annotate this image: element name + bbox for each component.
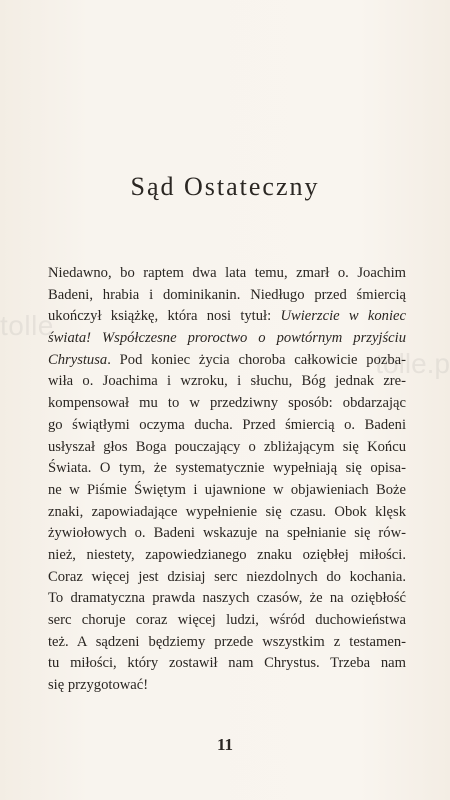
text-line: nież, niestety, zapowiedzianego znaku oziębłej miłości.	[48, 546, 406, 563]
text-line: też. A sądzeni będziemy przede wszystkim z testamen-	[48, 633, 406, 650]
text-line-last: się przygotować!	[48, 677, 149, 694]
book-title-italic: Uwierzcie w koniec	[280, 308, 406, 325]
text-line: Badeni, hrabia i dominikanin. Niedługo przed śmiercią	[48, 286, 406, 303]
text-line: znaki, zapowiadające wypełnienie się czasu. Obok klęsk	[48, 503, 406, 520]
text-line: tu miłości, który zostawił nam Chrystus. Trzeba nam	[48, 655, 406, 672]
page-number: 11	[216, 735, 234, 754]
text-line: serc choruje coraz więcej ludzi, wśród duchowieństwa	[48, 612, 406, 628]
watermark-logo-right: tolle.p	[375, 348, 450, 379]
text-line: żywiołowych o. Badeni wskazuje na spełnianie się rów-	[48, 525, 406, 542]
text-span: . Pod koniec życia choroba całkowicie pozba-	[107, 351, 406, 368]
text-line: go świątłymi oczyma ducha. Przed śmiercią o. Badeni	[48, 416, 406, 433]
text-line: To dramatyczna prawda naszych czasów, że na oziębłość	[48, 590, 406, 607]
body-text	[48, 263, 406, 697]
text-line: Coraz więcej jest dzisiaj serc niezdolnych do kochania.	[48, 568, 406, 585]
text-line: usłyszał głos Boga pouczający o zbliżającym się Końcu	[48, 438, 406, 455]
text-line: ne w Piśmie Świętym i ujawnione w objawieniach Boże	[48, 481, 406, 498]
text-line: kompensował mu to w przedziwny sposób: obdarzając	[48, 395, 406, 412]
text-line: Niedawno, bo raptem dwa lata temu, zmarł o. Joachim	[48, 265, 406, 281]
book-title-italic: świata! Współczesne proroctwo o powtórnym przyjściu	[48, 330, 406, 347]
chapter-title: Sąd Ostateczny	[130, 172, 320, 201]
text-line	[48, 350, 406, 372]
text-line	[48, 328, 406, 350]
book-title-italic: Chrystusa	[48, 351, 108, 368]
text-span: ukończył książkę, która nosi tytuł:	[48, 308, 281, 325]
text-line: wiła o. Joachima i wzroku, i słuchu, Bóg jednak zre-	[48, 373, 406, 390]
text-line	[48, 306, 406, 328]
watermark-logo-left: tolle	[0, 310, 54, 341]
text-line: Świata. O tym, że systematycznie wypełniają się opisa-	[48, 460, 406, 477]
